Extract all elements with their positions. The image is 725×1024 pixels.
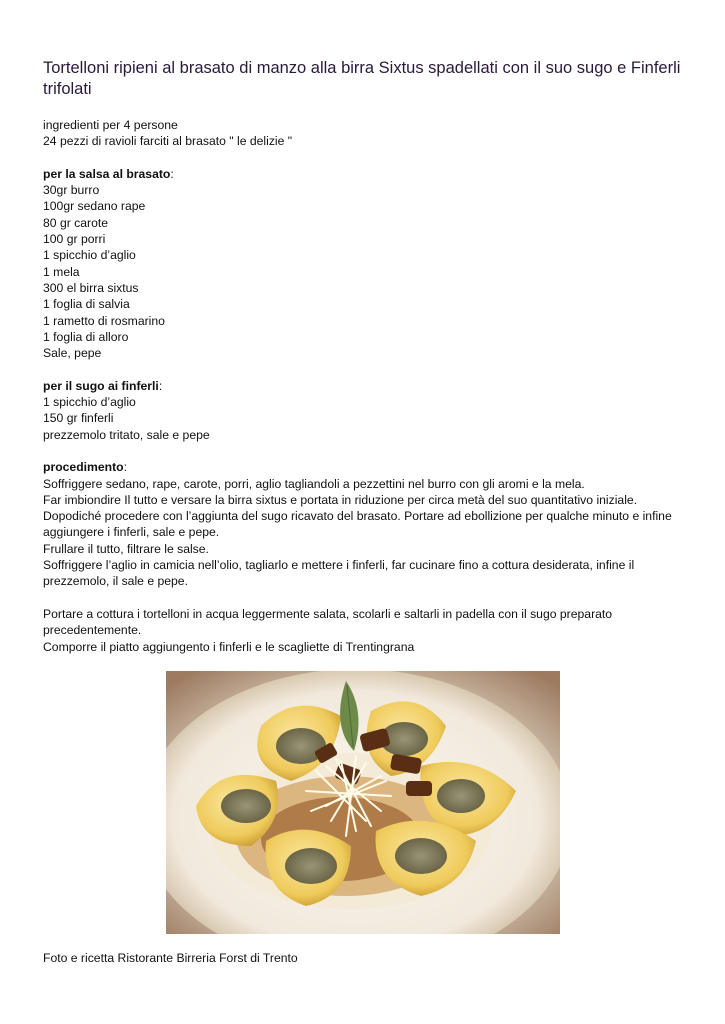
procedimento-line: Soffriggere l’aglio in camicia nell’olio, tagliarlo e mettere i finferli, far cucinare fino a cottura desiderata, infine il xyxy=(43,558,635,573)
salsa-item: 300 el birra sixtus xyxy=(43,280,139,295)
salsa-item: 1 spicchio d’aglio xyxy=(43,248,136,263)
salsa-item: 100gr sedano rape xyxy=(43,199,146,214)
photo-credit: Foto e ricetta Ristorante Birreria Forst di Trento xyxy=(43,951,298,965)
salsa-heading: per la salsa al brasato: xyxy=(43,166,174,181)
final-line: precedentemente. xyxy=(43,623,142,638)
sugo-item: 150 gr finferli xyxy=(43,411,114,426)
salsa-item: 100 gr porri xyxy=(43,232,106,247)
sugo-item: 1 spicchio d’aglio xyxy=(43,395,136,410)
salsa-item: 1 foglia di alloro xyxy=(43,329,129,344)
salsa-item: 1 foglia di salvia xyxy=(43,297,130,312)
intro-ravioli: 24 pezzi di ravioli farciti al brasato " le delizie " xyxy=(43,134,293,149)
recipe-body xyxy=(43,117,693,655)
sugo-heading: per il sugo ai finferli: xyxy=(43,378,163,393)
dish-photo xyxy=(166,671,560,934)
salsa-item: 1 mela xyxy=(43,264,80,279)
intro-servings: ingredienti per 4 persone xyxy=(43,118,178,132)
final-line: Portare a cottura i tortelloni in acqua leggermente salata, scolarli e saltarli in padella con il sugo preparato xyxy=(43,606,613,621)
procedimento-line: prezzemolo, il sale e pepe. xyxy=(43,574,188,589)
salsa-item: 30gr burro xyxy=(43,183,100,198)
sugo-item: prezzemolo tritato, sale e pepe xyxy=(43,427,210,442)
final-line: Comporre il piatto aggiungento i finferli e le scagliette di Trentingrana xyxy=(43,639,415,654)
salsa-item: Sale, pepe xyxy=(43,346,102,361)
procedimento-heading: procedimento: xyxy=(43,460,127,475)
recipe-title: Tortelloni ripieni al brasato di manzo alla birra Sixtus spadellati con il suo sugo e Finferli trifolati xyxy=(43,59,681,98)
procedimento-line: Far imbiondire Il tutto e versare la birra sixtus e portata in riduzione per circa metà del suo quantitativo iniziale. xyxy=(43,492,638,507)
procedimento-line: aggiungere i finferli, sale e pepe. xyxy=(43,525,220,540)
salsa-item: 1 rametto di rosmarino xyxy=(43,313,165,328)
procedimento-line: Frullare il tutto, filtrare le salse. xyxy=(43,541,209,556)
procedimento-line: Soffriggere sedano, rape, carote, porri, aglio tagliandoli a pezzettini nel burro con gli aromi e la mela. xyxy=(43,476,585,491)
procedimento-line: Dopodiché procedere con l’aggiunta del sugo ricavato del brasato. Portare ad ebollizione per qualche minuto e infine xyxy=(43,509,672,524)
salsa-item: 80 gr carote xyxy=(43,215,109,230)
